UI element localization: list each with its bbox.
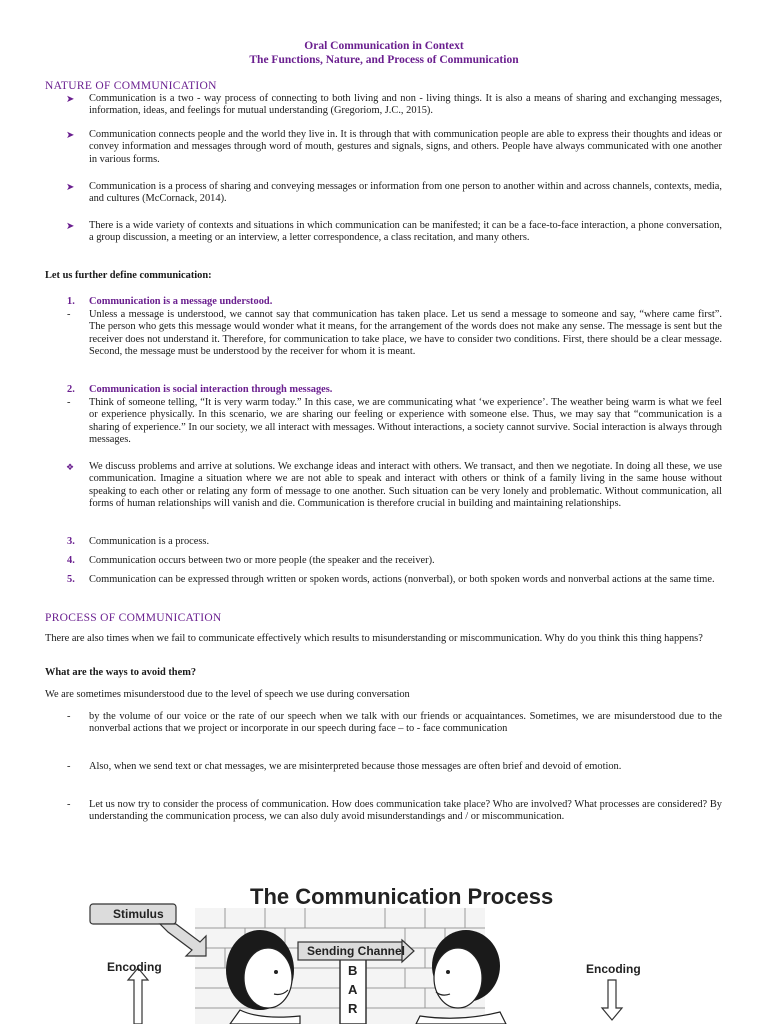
stimulus-label: Stimulus <box>113 907 164 921</box>
item-number: 1. <box>67 296 75 307</box>
sending-channel-label: Sending Channel <box>307 944 406 958</box>
barrier-letter: A <box>348 982 358 997</box>
dash-bullet: - <box>67 799 71 810</box>
arrow-bullet-icon: ➤ <box>66 130 75 141</box>
dash-bullet: - <box>67 761 71 772</box>
process-point: by the volume of our voice or the rate of our speech when we talk with our friends or acquaintances. Sometimes, we are misunderstood due to the nonverbal actions that we project or incorporate in our speech during face – to - face communication <box>89 711 722 735</box>
encoding-up-arrow-icon <box>128 968 148 1024</box>
item-body: Communication is a process. <box>89 536 210 547</box>
document-title: Oral Communication in Context <box>304 40 464 52</box>
item-body: Unless a message is understood, we cannot say that communication has taken place. Let us send a message to someone and say, “where came first”. The person who gets this message would wonder what it means, for the arrangement of the words does not make any sense. The message is sent but the receiver does not understand it. Therefore, for communication to take place, we have to consider two conditions. First, there should be a clear message. Second, the message must be understood by the receiver for whom it is meant. <box>89 309 722 358</box>
item-title: Communication is a message understood. <box>89 296 273 307</box>
item-body: Think of someone telling, “It is very warm today.” In this case, we are communicating what ‘we experience’. The weather being warm is what we feel or experience physically. In this scenario, we are sharing our feeling or experience with someone else. Thus, we may say that “communication is a sharing of experience.” In our society, we all interact with messages. Without interactions, a society cannot survive. Social interaction is always through messages. <box>89 397 722 446</box>
nature-bullet: Communication connects people and the world they live in. It is through that with communication people are able to express their thoughts and ideas or convey information and messages through word of mouth, gestures and signals, signs, and others. People have always communicated with one another in various forms. <box>89 129 722 165</box>
process-point: Also, when we send text or chat messages, we are misinterpreted because those messages are often brief and devoid of emotion. <box>89 761 622 772</box>
diagram-title: The Communication Process <box>250 884 554 909</box>
encoding-left-label: Encoding <box>107 960 162 974</box>
section-heading-process: PROCESS OF COMMUNICATION <box>45 612 222 624</box>
process-paragraph: There are also times when we fail to communicate effectively which results to misunderstanding or miscommunication. Why do you think this thing happens? <box>45 633 703 644</box>
dash-bullet: - <box>67 711 71 722</box>
dash-bullet: - <box>67 309 71 320</box>
process-point: Let us now try to consider the process of communication. How does communication take place? Who are involved? What processes are considered? By understanding the communication process, we can also duly avoid misunderstandings and / or miscommunication. <box>89 799 722 823</box>
item-body: Communication occurs between two or more people (the speaker and the receiver). <box>89 555 435 566</box>
diamond-paragraph: We discuss problems and arrive at solutions. We exchange ideas and interact with others. We transact, and then we negotiate. In doing all these, we use communication. Imagine a situation where we are not able to speak and interact with others or think of a family living in the same house without speaking to each other or relating any form of message to one another. Such situation can be very lonely and problematic. Without communication, all forms of human relationships will vanish and die. Communication is therefore crucial in building and maintaining relationships. <box>89 461 722 510</box>
item-number: 5. <box>67 574 75 585</box>
encoding-right-label: Encoding <box>586 962 641 976</box>
diamond-bullet-icon: ❖ <box>66 462 75 472</box>
item-body: Communication can be expressed through written or spoken words, actions (nonverbal), or both spoken words and nonverbal actions at the same time. <box>89 574 715 585</box>
nature-bullet: There is a wide variety of contexts and situations in which communication can be manifested; it can be a face-to-face interaction, a phone conversation, a group discussion, a meeting or an interview, a letter correspondence, a class recitation, and many others. <box>89 220 722 244</box>
process-paragraph: We are sometimes misunderstood due to the level of speech we use during conversation <box>45 689 410 700</box>
arrow-bullet-icon: ➤ <box>66 182 75 193</box>
nature-bullet: Communication is a process of sharing and conveying messages or information from one person to another within and across channels, contexts, media, and cultures (McCornack, 2014). <box>89 181 722 205</box>
barrier-letter: B <box>348 963 358 978</box>
arrow-bullet-icon: ➤ <box>66 94 75 105</box>
arrow-bullet-icon: ➤ <box>66 221 75 232</box>
dash-bullet: - <box>67 397 71 408</box>
item-number: 4. <box>67 555 75 566</box>
barrier-letter: R <box>348 1001 358 1016</box>
document-subtitle: The Functions, Nature, and Process of Communication <box>249 54 519 66</box>
section-heading-nature: NATURE OF COMMUNICATION <box>45 80 217 92</box>
process-question: What are the ways to avoid them? <box>45 667 197 678</box>
item-number: 3. <box>67 536 75 547</box>
encoding-down-arrow-icon <box>602 980 622 1020</box>
item-title: Communication is social interaction through messages. <box>89 384 333 395</box>
communication-process-diagram <box>0 870 768 1024</box>
nature-bullet: Communication is a two - way process of connecting to both living and non - living things. It is also a means of sharing and exchanging messages, information, ideas, and feelings for mutual understanding (Gregoriom, J.C., 2015). <box>89 93 722 117</box>
item-number: 2. <box>67 384 75 395</box>
define-intro: Let us further define communication: <box>45 270 212 281</box>
